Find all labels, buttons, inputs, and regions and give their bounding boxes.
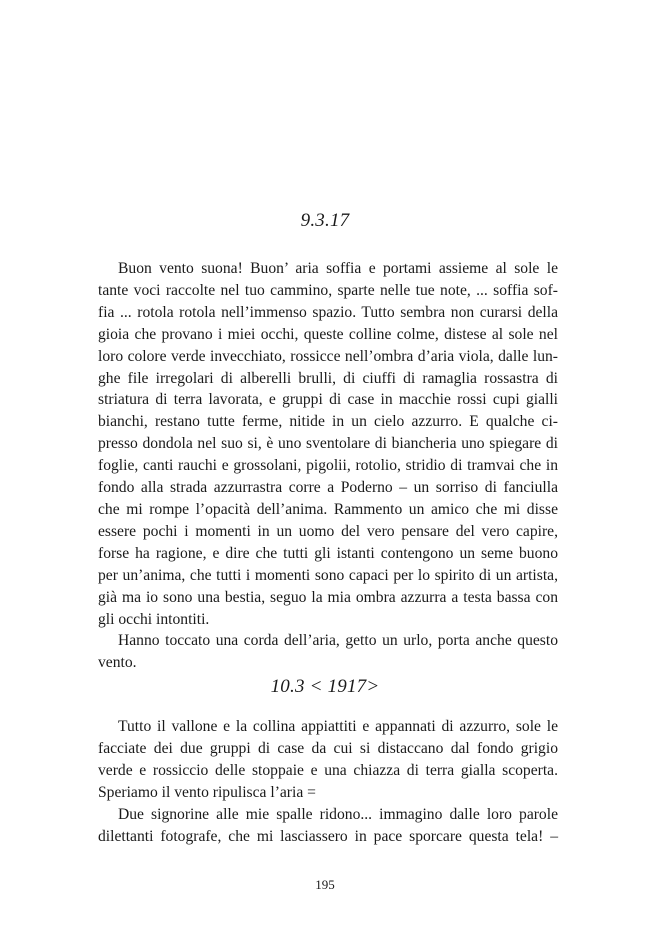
text-line: già ma io sono una bestia, seguo la mia ombra azzurra a testa bassa con <box>98 588 558 606</box>
text-line: fondo alla strada azzurrastra corre a Poderno – un sorriso di fanciulla <box>98 479 558 497</box>
text-line: Tutto il vallone e la collina appiattiti e appannati di azzurro, sole le <box>118 718 558 735</box>
entry-date-heading: 9.3.17 <box>300 210 350 231</box>
text-line: che mi rompe l’opacità dell’anima. Rammento un amico che mi disse <box>98 500 558 518</box>
text-line: bianchi, restano tutte ferme, nitide in un cielo azzurro. E qualche ci- <box>98 413 558 431</box>
text-line: Buon vento suona! Buon’ aria soffia e portami assieme al sole le <box>118 260 558 277</box>
text-line: striatura di terra lavorata, e gruppi di case in macchie rossi cupi gialli <box>98 391 558 409</box>
text-line: ghe file irregolari di alberelli brulli, di ciuffi di ramaglia rossastra di <box>98 369 558 387</box>
text-line: Speriamo il vento ripulisca l’aria = <box>98 783 316 801</box>
text-line: gioia che provano i miei occhi, queste colline colme, distese al sole nel <box>98 325 558 343</box>
text-line: gli occhi intontiti. <box>98 610 210 628</box>
text-line: Due signorine alle mie spalle ridono... immagino dalle loro parole <box>118 805 558 823</box>
text-line: loro colore verde invecchiato, rossicce nell’ombra d’aria viola, dalle lun- <box>98 347 558 365</box>
entry-text-block <box>98 716 558 847</box>
text-line: facciate dei due gruppi di case da cui si distaccano dal fondo grigio <box>98 739 558 757</box>
text-line: presso dondola nel suo si, è uno sventolare di biancheria uno spiegare di <box>98 435 558 453</box>
text-line: forse ha ragione, e dire che tutti gli istanti contengono un seme buono <box>98 544 558 562</box>
text-line: verde e rossiccio delle stoppaie e una chiazza di terra gialla scoperta. <box>98 761 558 779</box>
text-line: tante voci raccolte nel tuo cammino, sparte nelle tue note, ... soffia sof- <box>98 281 558 299</box>
text-line: per un’anima, che tutti i momenti sono capaci per lo spirito di un artista, <box>98 566 558 584</box>
text-line: essere pochi i momenti in un uomo del vero pensare del vero capire, <box>98 522 558 540</box>
text-line: dilettanti fotografe, che mi lasciassero in pace sporcare questa tela! – <box>98 827 558 845</box>
page-number: 195 <box>315 877 335 892</box>
text-line: fia ... rotola rotola nell’immenso spazio. Tutto sembra non curarsi della <box>98 303 558 321</box>
entry-date-heading: 10.3 < 1917> <box>270 676 380 697</box>
text-line: vento. <box>98 654 137 672</box>
text-line: Hanno toccato una corda dell’aria, getto un urlo, porta anche questo <box>118 632 558 650</box>
text-line: foglie, canti rauchi e grossolani, pigolii, rotolio, stridio di tramvai che in <box>98 457 558 475</box>
entry-text-block <box>98 258 558 674</box>
